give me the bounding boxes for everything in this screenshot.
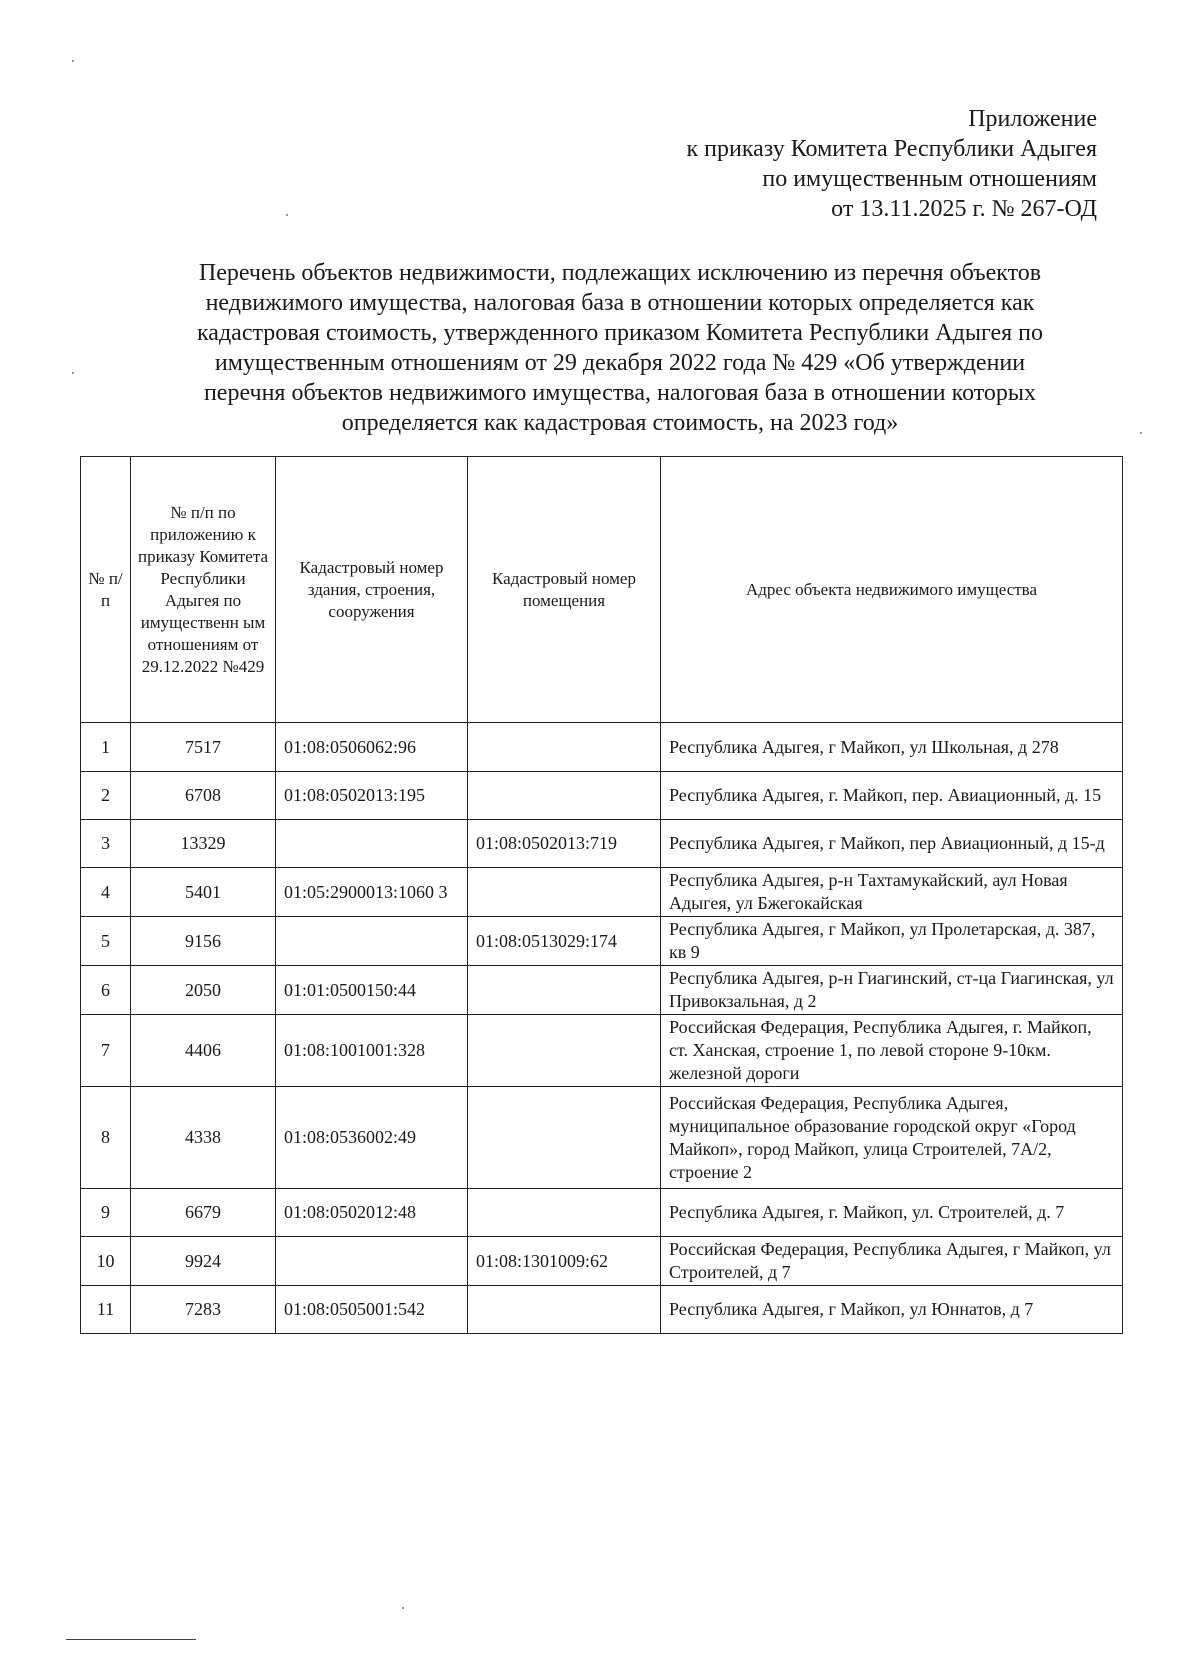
prev-num-cell: 6679 <box>131 1189 276 1237</box>
title-line: недвижимого имущества, налоговая база в отношении которых определяется как <box>205 290 1035 316</box>
address-cell: Республика Адыгея, г Майкоп, ул Юннатов, д 7 <box>661 1286 1123 1334</box>
row-num-cell: 5 <box>81 917 131 966</box>
building-cadastral-cell: 01:08:1001001:328 <box>276 1015 468 1087</box>
row-num-cell: 3 <box>81 820 131 868</box>
appendix-line: к приказу Комитета Республики Адыгея <box>686 136 1097 162</box>
room-cadastral-cell <box>468 1087 661 1189</box>
header-building-cadastral: Кадастровый номер здания, строения, сооружения <box>276 457 468 723</box>
building-cadastral-cell <box>276 820 468 868</box>
table-row <box>81 772 1123 820</box>
room-cadastral-cell <box>468 1286 661 1334</box>
header-address: Адрес объекта недвижимого имущества <box>661 457 1123 723</box>
address-cell: Республика Адыгея, р-н Гиагинский, ст-ца Гиагинская, ул Привокзальная, д 2 <box>661 966 1123 1015</box>
address-cell: Республика Адыгея, р-н Тахтамукайский, аул Новая Адыгея, ул Бжегокайская <box>661 868 1123 917</box>
document-title <box>130 258 1110 438</box>
address-cell: Республика Адыгея, г. Майкоп, пер. Авиационный, д. 15 <box>661 772 1123 820</box>
row-num-cell: 1 <box>81 723 131 772</box>
room-cadastral-cell: 01:08:1301009:62 <box>468 1237 661 1286</box>
building-cadastral-cell: 01:08:0502013:195 <box>276 772 468 820</box>
title-line: кадастровая стоимость, утвержденного приказом Комитета Республики Адыгея по <box>197 320 1043 346</box>
building-cadastral-cell: 01:01:0500150:44 <box>276 966 468 1015</box>
table-row <box>81 723 1123 772</box>
building-cadastral-cell: 01:08:0505001:542 <box>276 1286 468 1334</box>
row-num-cell: 8 <box>81 1087 131 1189</box>
room-cadastral-cell <box>468 1189 661 1237</box>
scan-speck <box>72 372 74 374</box>
building-cadastral-cell: 01:08:0502012:48 <box>276 1189 468 1237</box>
scan-speck <box>1140 432 1142 434</box>
appendix-line: от 13.11.2025 г. № 267-ОД <box>831 196 1097 222</box>
prev-num-cell: 9924 <box>131 1237 276 1286</box>
prev-num-cell: 7283 <box>131 1286 276 1334</box>
appendix-block <box>686 104 1097 224</box>
row-num-cell: 11 <box>81 1286 131 1334</box>
building-cadastral-cell <box>276 1237 468 1286</box>
prev-num-cell: 4406 <box>131 1015 276 1087</box>
scan-speck <box>72 60 74 62</box>
row-num-cell: 9 <box>81 1189 131 1237</box>
table-row <box>81 966 1123 1015</box>
title-line: определяется как кадастровая стоимость, на 2023 год» <box>341 410 899 436</box>
address-cell: Республика Адыгея, г Майкоп, пер Авиационный, д 15-д <box>661 820 1123 868</box>
prev-num-cell: 6708 <box>131 772 276 820</box>
room-cadastral-cell <box>468 868 661 917</box>
room-cadastral-cell <box>468 772 661 820</box>
address-cell: Республика Адыгея, г. Майкоп, ул. Строителей, д. 7 <box>661 1189 1123 1237</box>
appendix-line: Приложение <box>968 106 1097 132</box>
title-line: перечня объектов недвижимого имущества, налоговая база в отношении которых <box>203 380 1037 406</box>
prev-num-cell: 4338 <box>131 1087 276 1189</box>
building-cadastral-cell <box>276 917 468 966</box>
prev-num-cell: 2050 <box>131 966 276 1015</box>
header-prev-num: № п/п по приложению к приказу Комитета Республики Адыгея по имущественн ым отношениям от 29.12.2022 №429 <box>131 457 276 723</box>
room-cadastral-cell <box>468 1015 661 1087</box>
table-body <box>81 723 1123 1334</box>
prev-num-cell: 7517 <box>131 723 276 772</box>
row-num-cell: 4 <box>81 868 131 917</box>
table-row <box>81 1286 1123 1334</box>
appendix-line: по имущественным отношениям <box>762 166 1097 192</box>
room-cadastral-cell <box>468 966 661 1015</box>
table-row <box>81 868 1123 917</box>
scan-speck <box>286 214 288 216</box>
table-header-row <box>81 457 1123 723</box>
scan-speck <box>402 1607 404 1609</box>
property-table <box>80 456 1123 1334</box>
table-row <box>81 820 1123 868</box>
building-cadastral-cell: 01:08:0536002:49 <box>276 1087 468 1189</box>
property-table-wrapper <box>80 456 1122 1334</box>
prev-num-cell: 9156 <box>131 917 276 966</box>
table-row <box>81 1189 1123 1237</box>
address-cell: Российская Федерация, Республика Адыгея, муниципальное образование городской округ «Город Майкоп», город Майкоп, улица Строителей, 7А/2, строение 2 <box>661 1087 1123 1189</box>
room-cadastral-cell: 01:08:0513029:174 <box>468 917 661 966</box>
header-num: № п/п <box>81 457 131 723</box>
address-cell: Российская Федерация, Республика Адыгея, г. Майкоп, ст. Ханская, строение 1, по левой стороне 9-10км. железной дороги <box>661 1015 1123 1087</box>
prev-num-cell: 5401 <box>131 868 276 917</box>
title-line: Перечень объектов недвижимости, подлежащих исключению из перечня объектов <box>198 260 1042 286</box>
table-row <box>81 1087 1123 1189</box>
table-row <box>81 1237 1123 1286</box>
address-cell: Республика Адыгея, г Майкоп, ул Пролетарская, д. 387, кв 9 <box>661 917 1123 966</box>
header-room-cadastral: Кадастровый номер помещения <box>468 457 661 723</box>
row-num-cell: 2 <box>81 772 131 820</box>
row-num-cell: 6 <box>81 966 131 1015</box>
prev-num-cell: 13329 <box>131 820 276 868</box>
table-row <box>81 1015 1123 1087</box>
title-line: имущественным отношениям от 29 декабря 2022 года № 429 «Об утверждении <box>214 350 1026 376</box>
row-num-cell: 7 <box>81 1015 131 1087</box>
table-row <box>81 917 1123 966</box>
building-cadastral-cell: 01:08:0506062:96 <box>276 723 468 772</box>
footer-rule <box>66 1639 196 1640</box>
row-num-cell: 10 <box>81 1237 131 1286</box>
address-cell: Республика Адыгея, г Майкоп, ул Школьная, д 278 <box>661 723 1123 772</box>
address-cell: Российская Федерация, Республика Адыгея, г Майкоп, ул Строителей, д 7 <box>661 1237 1123 1286</box>
room-cadastral-cell: 01:08:0502013:719 <box>468 820 661 868</box>
room-cadastral-cell <box>468 723 661 772</box>
building-cadastral-cell: 01:05:2900013:1060 3 <box>276 868 468 917</box>
